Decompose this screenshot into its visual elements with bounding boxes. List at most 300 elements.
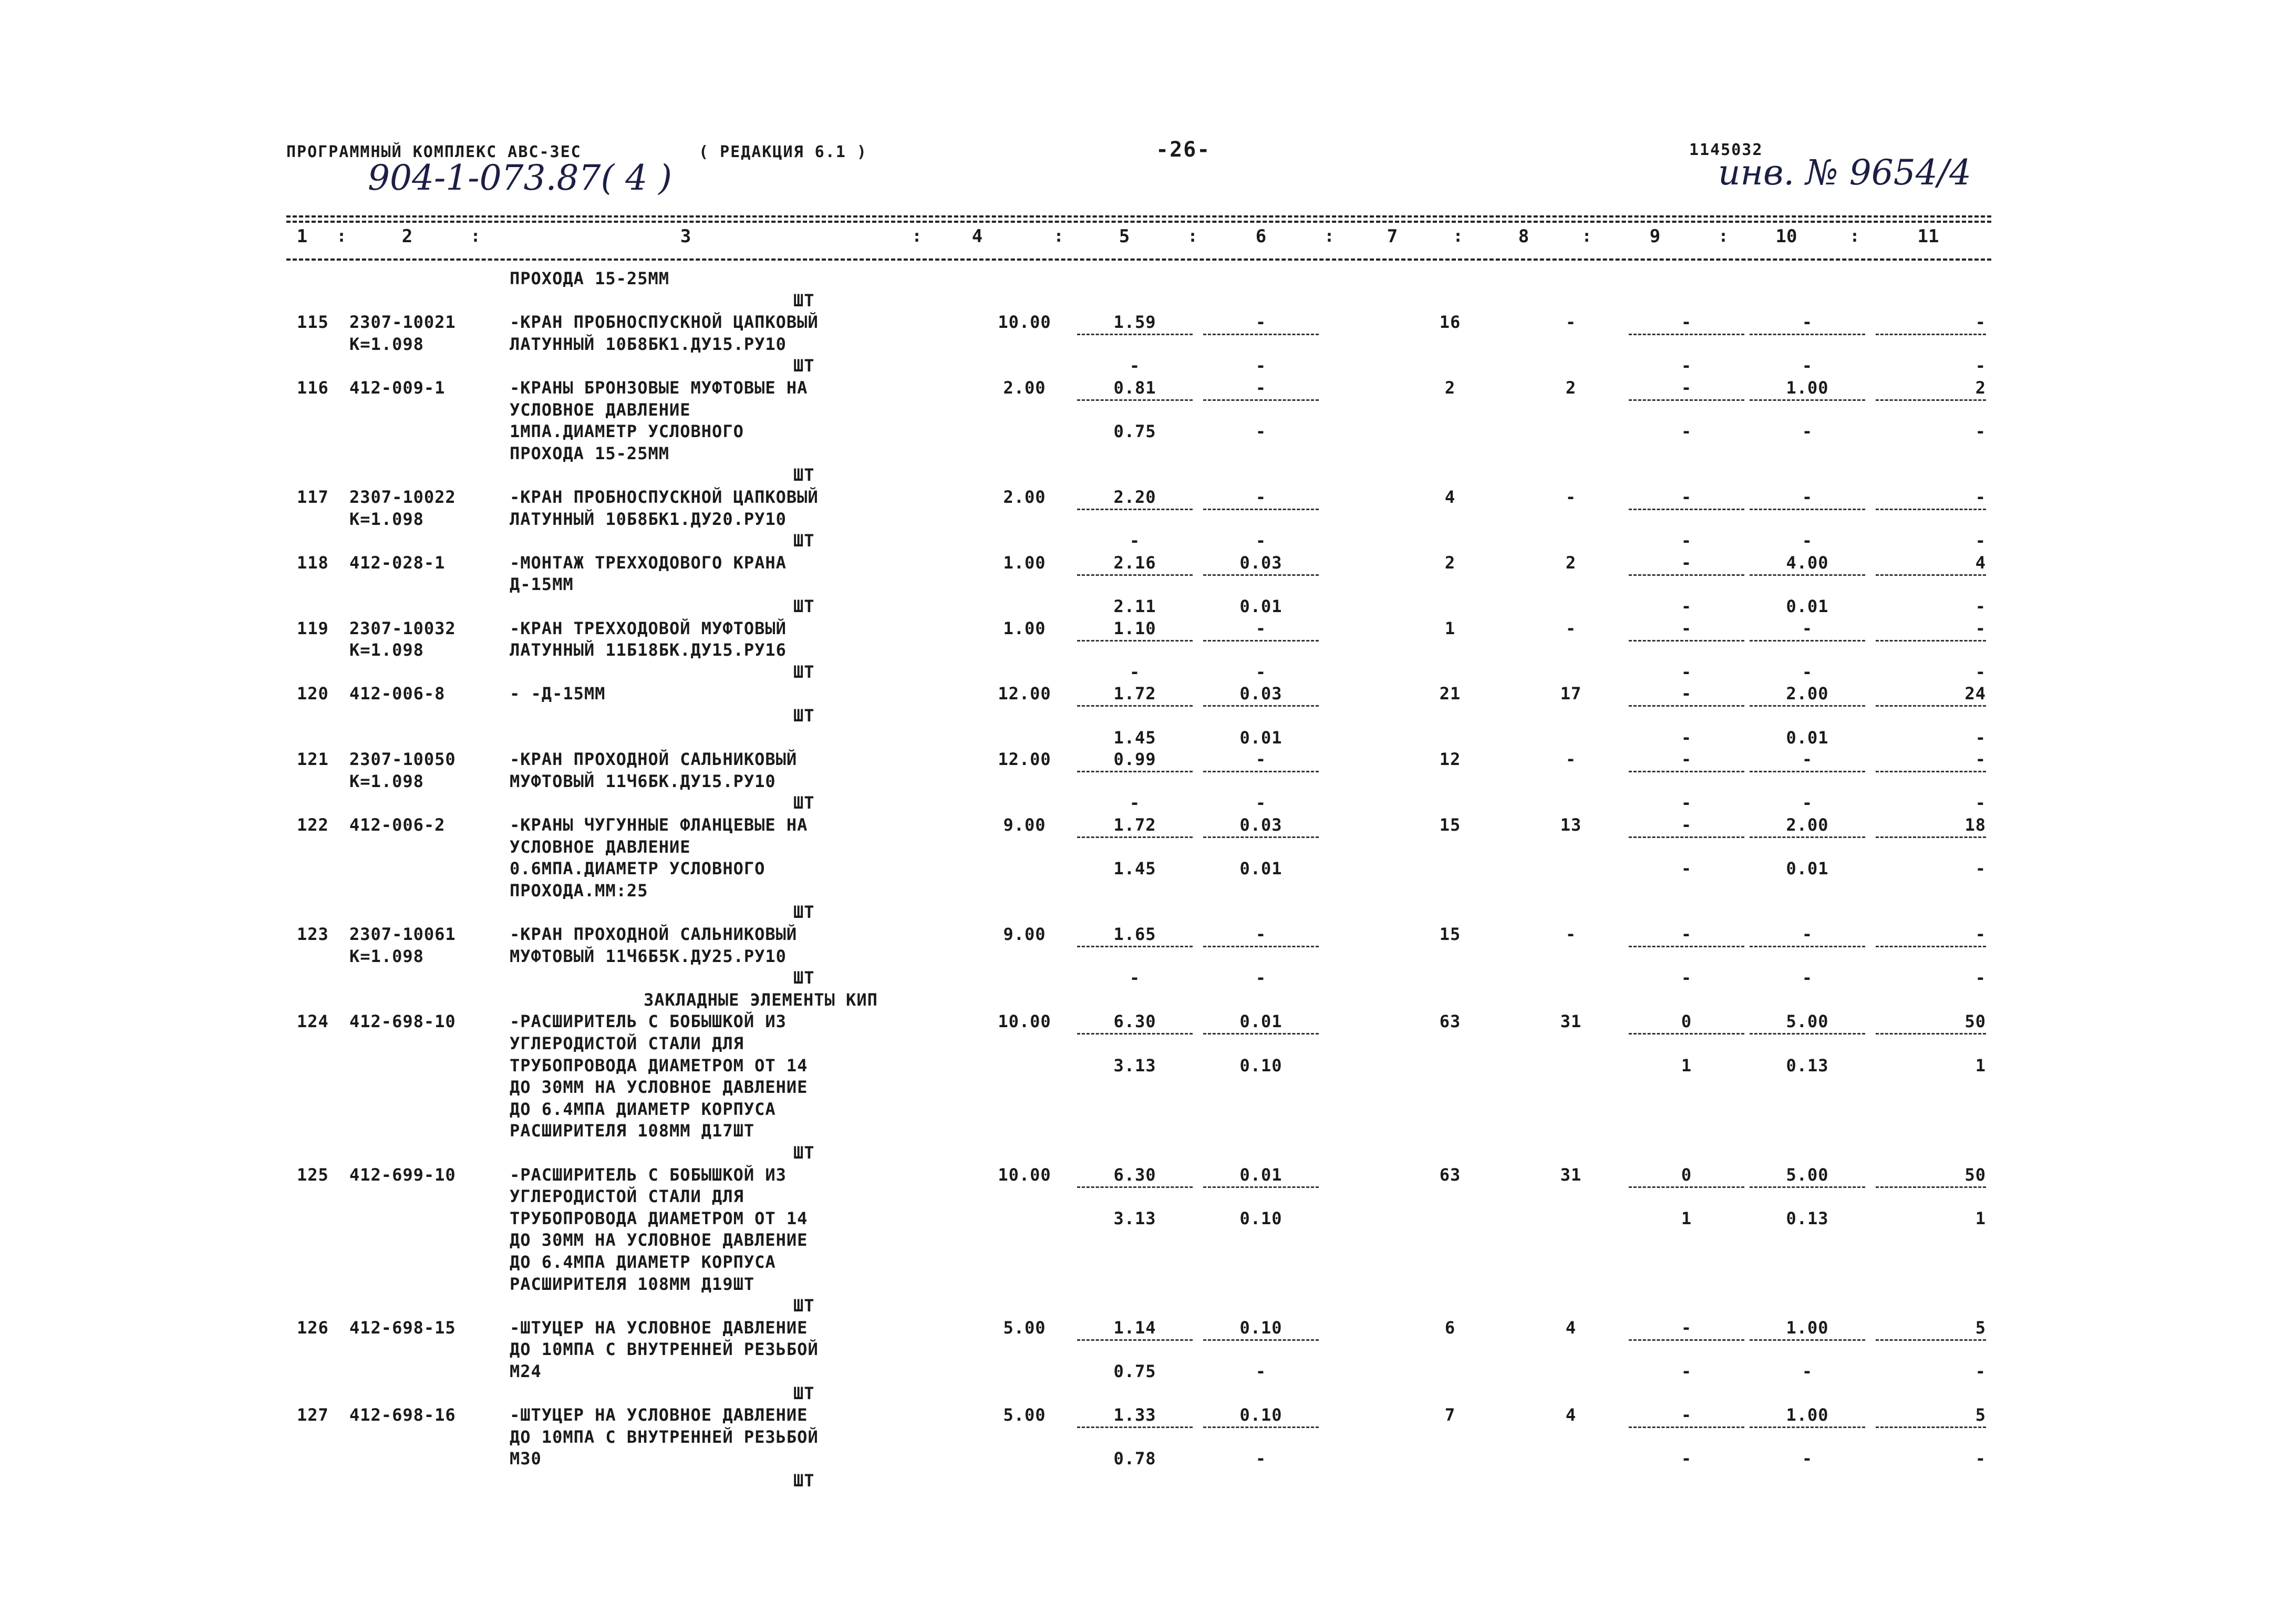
row-number: 115 xyxy=(297,312,329,333)
col-11-value: 50 xyxy=(1964,1011,1986,1032)
col-11-value: - xyxy=(1975,531,1986,551)
col-10-value: - xyxy=(1802,487,1813,507)
table-row xyxy=(0,925,2296,944)
table-row xyxy=(0,466,2296,484)
row-number: 122 xyxy=(297,815,329,835)
table-row xyxy=(0,1340,2296,1359)
item-name: ШТ xyxy=(793,356,815,376)
item-name: ШТ xyxy=(793,968,815,988)
col-7-value: 16 xyxy=(1439,312,1461,333)
item-name: ШТ xyxy=(793,706,815,726)
col-6-value: 0.10 xyxy=(1239,1317,1283,1338)
col-6-value: - xyxy=(1255,378,1267,398)
col-8-value: 2 xyxy=(1565,378,1577,398)
table-row xyxy=(0,291,2296,310)
col-5-value: 0.81 xyxy=(1113,378,1156,398)
table-row xyxy=(0,990,2296,1009)
resource-code: 2307-10050 xyxy=(349,749,456,770)
header-page-number: -26- xyxy=(1156,138,1211,162)
table-row xyxy=(0,1384,2296,1403)
table-row xyxy=(0,444,2296,463)
col-7-value: 21 xyxy=(1439,684,1461,704)
col-9-value: - xyxy=(1681,531,1692,551)
resource-code: 412-699-10 xyxy=(349,1164,456,1185)
column-number-6: 6 xyxy=(1255,226,1267,247)
column-number-5: 5 xyxy=(1119,226,1130,247)
table-row xyxy=(0,488,2296,506)
table-row xyxy=(0,400,2296,419)
item-name: ШТ xyxy=(793,661,815,682)
col-5-value: 1.72 xyxy=(1113,684,1156,704)
item-name: УСЛОВНОЕ ДАВЛЕНИЕ xyxy=(510,836,691,857)
col-10-value: 1.00 xyxy=(1786,1317,1829,1338)
item-name: ШТ xyxy=(793,596,815,616)
col-10-value: - xyxy=(1802,618,1813,638)
item-name: ШТ xyxy=(793,465,815,485)
col-10-value: 0.01 xyxy=(1786,859,1829,879)
col-8-value: 31 xyxy=(1560,1011,1582,1032)
quantity: 5.00 xyxy=(1003,1317,1046,1338)
col-10-value: - xyxy=(1802,1449,1813,1469)
col-11-value: - xyxy=(1975,924,1986,944)
table-row xyxy=(0,313,2296,332)
col-6-value: 0.03 xyxy=(1239,815,1283,835)
col-5-value: 3.13 xyxy=(1113,1055,1156,1076)
table-row xyxy=(0,1231,2296,1249)
col-10-value: 1.00 xyxy=(1786,1405,1829,1425)
item-name: 1МПА.ДИАМЕТР УСЛОВНОГО xyxy=(510,421,744,442)
column-number-1: 1 xyxy=(296,226,308,247)
quantity: 1.00 xyxy=(1003,618,1046,638)
col-9-value: - xyxy=(1681,378,1692,398)
table-row xyxy=(0,1253,2296,1271)
quantity: 9.00 xyxy=(1003,815,1046,835)
col-11-value: 5 xyxy=(1975,1317,1986,1338)
col-9-value: - xyxy=(1681,924,1692,944)
col-11-value: - xyxy=(1975,618,1986,638)
row-number: 119 xyxy=(297,618,329,638)
col-6-value: - xyxy=(1255,487,1267,507)
col-10-value: - xyxy=(1802,661,1813,682)
col-5-value: 0.99 xyxy=(1113,749,1156,770)
col-6-value: - xyxy=(1255,618,1267,638)
column-number-9: 9 xyxy=(1649,226,1661,247)
item-name: ШТ xyxy=(793,1383,815,1403)
col-10-value: 5.00 xyxy=(1786,1164,1829,1185)
item-name: -КРАНЫ ЧУГУННЫЕ ФЛАНЦЕВЫЕ НА xyxy=(510,815,808,835)
row-number: 126 xyxy=(297,1317,329,1338)
col-8-value: - xyxy=(1565,749,1577,770)
col-9-value: - xyxy=(1681,356,1692,376)
col-7-value: 63 xyxy=(1439,1164,1461,1185)
col-11-value: - xyxy=(1975,793,1986,813)
header-edition: ( РЕДАКЦИЯ 6.1 ) xyxy=(699,143,867,161)
item-name: ЛАТУННЫЙ 11Б18БК.ДУ15.РУ16 xyxy=(510,640,787,660)
col-9-value: - xyxy=(1681,552,1692,573)
col-9-value: - xyxy=(1681,793,1692,813)
row-number: 121 xyxy=(297,749,329,770)
col-6-value: - xyxy=(1255,1361,1267,1381)
col-6-value: 0.10 xyxy=(1239,1208,1283,1228)
col-9-value: - xyxy=(1681,618,1692,638)
table-row xyxy=(0,531,2296,550)
resource-code: 2307-10021 xyxy=(349,312,456,333)
col-9-value: - xyxy=(1681,1317,1692,1338)
col-8-value: - xyxy=(1565,924,1577,944)
item-name: ДО 6.4МПА ДИАМЕТР КОРПУСА xyxy=(510,1252,776,1272)
item-name: ДО 6.4МПА ДИАМЕТР КОРПУСА xyxy=(510,1099,776,1119)
col-11-value: - xyxy=(1975,596,1986,616)
col-7-value: 4 xyxy=(1444,487,1456,507)
col-9-value: - xyxy=(1681,684,1692,704)
column-separator: : xyxy=(1453,226,1463,246)
col-11-value: - xyxy=(1975,356,1986,376)
item-name: -КРАН ПРОХОДНОЙ САЛЬНИКОВЫЙ xyxy=(510,924,798,944)
table-row xyxy=(0,1318,2296,1337)
item-name: -РАСШИРИТЕЛЬ С БОБЫШКОЙ ИЗ xyxy=(510,1011,787,1032)
header-rule-top xyxy=(286,215,1991,218)
resource-code: 412-006-2 xyxy=(349,815,446,835)
item-name: - -Д-15ММ xyxy=(510,684,606,704)
col-8-value: - xyxy=(1565,618,1577,638)
column-number-4: 4 xyxy=(971,226,983,247)
quantity: 2.00 xyxy=(1003,487,1046,507)
col-8-value: 31 xyxy=(1560,1164,1582,1185)
quantity: 10.00 xyxy=(998,312,1051,333)
table-row xyxy=(0,837,2296,856)
item-name: ТРУБОПРОВОДА ДИАМЕТРОМ ОТ 14 xyxy=(510,1208,808,1228)
table-row xyxy=(0,597,2296,616)
resource-code: К=1.098 xyxy=(349,509,424,529)
table-row xyxy=(0,947,2296,966)
col-5-value: - xyxy=(1129,356,1141,376)
resource-code: 412-028-1 xyxy=(349,552,446,573)
item-name: -КРАН ТРЕХХОДОВОЙ МУФТОВЫЙ xyxy=(510,618,787,638)
col-10-value: - xyxy=(1802,749,1813,770)
col-6-value: 0.10 xyxy=(1239,1405,1283,1425)
table-row xyxy=(0,335,2296,354)
column-separator: : xyxy=(1053,226,1064,246)
col-6-value: 0.01 xyxy=(1239,596,1283,616)
col-5-value: 0.75 xyxy=(1113,1361,1156,1381)
col-5-value: 1.10 xyxy=(1113,618,1156,638)
col-8-value: - xyxy=(1565,487,1577,507)
item-name: РАСШИРИТЕЛЯ 108ММ Д17ШТ xyxy=(510,1121,755,1141)
col-5-value: 1.65 xyxy=(1113,924,1156,944)
col-6-value: - xyxy=(1255,531,1267,551)
item-name: ДО 30ММ НА УСЛОВНОЕ ДАВЛЕНИЕ xyxy=(510,1230,808,1250)
table-row xyxy=(0,663,2296,681)
item-name: ДО 10МПА С ВНУТРЕННЕЙ РЕЗЬБОЙ xyxy=(510,1339,819,1360)
col-10-value: 0.01 xyxy=(1786,596,1829,616)
header-rule-bottom xyxy=(286,259,1991,261)
table-row xyxy=(0,1143,2296,1162)
col-9-value: 0 xyxy=(1681,1164,1692,1185)
resource-code: 412-698-16 xyxy=(349,1405,456,1425)
col-7-value: 1 xyxy=(1444,618,1456,638)
col-10-value: 2.00 xyxy=(1786,684,1829,704)
col-9-value: 1 xyxy=(1681,1055,1692,1076)
table-row xyxy=(0,1428,2296,1446)
table-row xyxy=(0,1449,2296,1468)
col-5-value: 0.75 xyxy=(1113,421,1156,442)
col-9-value: - xyxy=(1681,421,1692,442)
col-10-value: 1.00 xyxy=(1786,378,1829,398)
col-6-value: - xyxy=(1255,793,1267,813)
col-5-value: 0.78 xyxy=(1113,1449,1156,1469)
col-10-value: - xyxy=(1802,793,1813,813)
item-name: Д-15ММ xyxy=(510,574,574,595)
col-9-value: - xyxy=(1681,1361,1692,1381)
table-row xyxy=(0,378,2296,397)
col-5-value: - xyxy=(1129,968,1141,988)
col-11-value: - xyxy=(1975,312,1986,333)
col-10-value: - xyxy=(1802,421,1813,442)
table-row xyxy=(0,269,2296,288)
col-11-value: 1 xyxy=(1975,1208,1986,1228)
col-11-value: 24 xyxy=(1964,684,1986,704)
col-5-value: - xyxy=(1129,661,1141,682)
col-8-value: 17 xyxy=(1560,684,1582,704)
header-rule-top-2 xyxy=(286,221,1991,223)
row-number: 116 xyxy=(297,378,329,398)
column-separator: : xyxy=(912,226,922,246)
row-number: 127 xyxy=(297,1405,329,1425)
row-number: 125 xyxy=(297,1164,329,1185)
resource-code: 2307-10032 xyxy=(349,618,456,638)
item-name: РАСШИРИТЕЛЯ 108ММ Д19ШТ xyxy=(510,1274,755,1294)
table-row xyxy=(0,1078,2296,1097)
resource-code: 412-698-10 xyxy=(349,1011,456,1032)
col-11-value: - xyxy=(1975,661,1986,682)
col-11-value: 50 xyxy=(1964,1164,1986,1185)
table-row xyxy=(0,510,2296,529)
resource-code: 2307-10061 xyxy=(349,924,456,944)
col-5-value: - xyxy=(1129,531,1141,551)
col-11-value: 5 xyxy=(1975,1405,1986,1425)
column-separator: : xyxy=(1718,226,1729,246)
col-6-value: - xyxy=(1255,661,1267,682)
item-name: -КРАН ПРОХОДНОЙ САЛЬНИКОВЫЙ xyxy=(510,749,798,770)
table-row xyxy=(0,793,2296,812)
column-number-3: 3 xyxy=(680,226,691,247)
table-row xyxy=(0,750,2296,769)
table-row xyxy=(0,881,2296,900)
item-name: -ШТУЦЕР НА УСЛОВНОЕ ДАВЛЕНИЕ xyxy=(510,1317,808,1338)
quantity: 10.00 xyxy=(998,1011,1051,1032)
col-10-value: - xyxy=(1802,312,1813,333)
col-6-value: 0.10 xyxy=(1239,1055,1283,1076)
col-10-value: - xyxy=(1802,1361,1813,1381)
item-name: ДО 30ММ НА УСЛОВНОЕ ДАВЛЕНИЕ xyxy=(510,1077,808,1098)
table-row xyxy=(0,1121,2296,1140)
col-11-value: 4 xyxy=(1975,552,1986,573)
col-6-value: - xyxy=(1255,924,1267,944)
item-name: ПРОХОДА 15-25ММ xyxy=(510,268,669,288)
col-5-value: 1.14 xyxy=(1113,1317,1156,1338)
row-number: 124 xyxy=(297,1011,329,1032)
col-8-value: 2 xyxy=(1565,552,1577,573)
table-row xyxy=(0,1034,2296,1053)
col-6-value: 0.01 xyxy=(1239,727,1283,748)
table-row xyxy=(0,1056,2296,1075)
col-9-value: - xyxy=(1681,487,1692,507)
row-number: 117 xyxy=(297,487,329,507)
col-10-value: 0.13 xyxy=(1786,1055,1829,1076)
item-name: ЛАТУННЫЙ 10Б8БК1.ДУ15.РУ10 xyxy=(510,334,787,354)
col-5-value: 6.30 xyxy=(1113,1011,1156,1032)
col-8-value: 4 xyxy=(1565,1317,1577,1338)
col-9-value: - xyxy=(1681,968,1692,988)
item-name: ШТ xyxy=(793,290,815,311)
column-separator: : xyxy=(1187,226,1198,246)
col-6-value: 0.01 xyxy=(1239,859,1283,879)
col-7-value: 63 xyxy=(1439,1011,1461,1032)
col-9-value: - xyxy=(1681,661,1692,682)
col-10-value: - xyxy=(1802,924,1813,944)
col-9-value: - xyxy=(1681,859,1692,879)
resource-code: К=1.098 xyxy=(349,771,424,791)
item-name: ШТ xyxy=(793,902,815,923)
column-number-8: 8 xyxy=(1518,226,1529,247)
table-row xyxy=(0,1362,2296,1381)
column-separator: : xyxy=(336,226,347,246)
col-6-value: 0.03 xyxy=(1239,684,1283,704)
resource-code: 412-006-8 xyxy=(349,684,446,704)
column-separator: : xyxy=(470,226,481,246)
header-program-line: ПРОГРАММНЫЙ КОМПЛЕКС АВС-3ЕС xyxy=(286,143,582,161)
col-9-value: - xyxy=(1681,1449,1692,1469)
col-7-value: 6 xyxy=(1444,1317,1456,1338)
col-9-value: - xyxy=(1681,596,1692,616)
col-6-value: 0.01 xyxy=(1239,1011,1283,1032)
resource-code: 412-009-1 xyxy=(349,378,446,398)
table-row xyxy=(0,1471,2296,1490)
col-6-value: 0.01 xyxy=(1239,1164,1283,1185)
col-5-value: 1.72 xyxy=(1113,815,1156,835)
col-9-value: - xyxy=(1681,1405,1692,1425)
row-number: 120 xyxy=(297,684,329,704)
item-name: -ШТУЦЕР НА УСЛОВНОЕ ДАВЛЕНИЕ xyxy=(510,1405,808,1425)
col-11-value: 2 xyxy=(1975,378,1986,398)
table-row xyxy=(0,684,2296,703)
table-row xyxy=(0,575,2296,594)
item-name: ПРОХОДА.ММ:25 xyxy=(510,880,648,901)
col-6-value: - xyxy=(1255,1449,1267,1469)
col-10-value: - xyxy=(1802,356,1813,376)
row-number: 123 xyxy=(297,924,329,944)
table-row xyxy=(0,706,2296,725)
col-6-value: - xyxy=(1255,749,1267,770)
quantity: 9.00 xyxy=(1003,924,1046,944)
col-10-value: 0.01 xyxy=(1786,727,1829,748)
col-7-value: 15 xyxy=(1439,924,1461,944)
item-name: ПРОХОДА 15-25ММ xyxy=(510,443,669,463)
col-7-value: 2 xyxy=(1444,552,1456,573)
col-9-value: 1 xyxy=(1681,1208,1692,1228)
col-10-value: 5.00 xyxy=(1786,1011,1829,1032)
table-row xyxy=(0,1187,2296,1206)
item-name: -МОНТАЖ ТРЕХХОДОВОГО КРАНА xyxy=(510,552,787,573)
column-separator: : xyxy=(1581,226,1592,246)
item-name: ЗАКЛАДНЫЕ ЭЛЕМЕНТЫ КИП xyxy=(644,989,878,1010)
col-5-value: 1.33 xyxy=(1113,1405,1156,1425)
resource-code: К=1.098 xyxy=(349,946,424,966)
col-5-value: 2.16 xyxy=(1113,552,1156,573)
table-row xyxy=(0,1100,2296,1119)
col-11-value: - xyxy=(1975,487,1986,507)
col-11-value: - xyxy=(1975,859,1986,879)
table-row xyxy=(0,1405,2296,1424)
col-11-value: - xyxy=(1975,727,1986,748)
col-7-value: 2 xyxy=(1444,378,1456,398)
quantity: 5.00 xyxy=(1003,1405,1046,1425)
col-6-value: - xyxy=(1255,421,1267,442)
col-8-value: 4 xyxy=(1565,1405,1577,1425)
column-number-11: 11 xyxy=(1917,226,1939,247)
resource-code: 2307-10022 xyxy=(349,487,456,507)
quantity: 10.00 xyxy=(998,1164,1051,1185)
col-5-value: 2.11 xyxy=(1113,596,1156,616)
col-9-value: - xyxy=(1681,749,1692,770)
item-name: ШТ xyxy=(793,793,815,813)
table-row xyxy=(0,1275,2296,1294)
table-row xyxy=(0,422,2296,441)
item-name: ШТ xyxy=(793,1296,815,1316)
col-7-value: 12 xyxy=(1439,749,1461,770)
col-10-value: - xyxy=(1802,968,1813,988)
col-5-value: 1.59 xyxy=(1113,312,1156,333)
col-5-value: 2.20 xyxy=(1113,487,1156,507)
col-5-value: 3.13 xyxy=(1113,1208,1156,1228)
row-number: 118 xyxy=(297,552,329,573)
table-row xyxy=(0,903,2296,922)
col-6-value: 0.03 xyxy=(1239,552,1283,573)
item-name: -РАСШИРИТЕЛЬ С БОБЫШКОЙ ИЗ xyxy=(510,1164,787,1185)
resource-code: К=1.098 xyxy=(349,640,424,660)
col-11-value: 18 xyxy=(1964,815,1986,835)
col-10-value: 2.00 xyxy=(1786,815,1829,835)
col-11-value: - xyxy=(1975,1361,1986,1381)
column-number-7: 7 xyxy=(1387,226,1398,247)
table-row xyxy=(0,815,2296,834)
handwritten-project-code: 904-1-073.87( 4 ) xyxy=(368,158,672,198)
table-row xyxy=(0,1296,2296,1315)
item-name: ЛАТУННЫЙ 10Б8БК1.ДУ20.РУ10 xyxy=(510,509,787,529)
col-11-value: - xyxy=(1975,968,1986,988)
item-name: УГЛЕРОДИСТОЙ СТАЛИ ДЛЯ xyxy=(510,1186,744,1207)
item-name: МУФТОВЫЙ 11Ч6БК.ДУ15.РУ10 xyxy=(510,771,776,791)
col-11-value: - xyxy=(1975,1449,1986,1469)
col-5-value: - xyxy=(1129,793,1141,813)
col-11-value: 1 xyxy=(1975,1055,1986,1076)
table-row xyxy=(0,772,2296,791)
col-8-value: - xyxy=(1565,312,1577,333)
item-name: ШТ xyxy=(793,1143,815,1163)
table-row xyxy=(0,728,2296,747)
item-name: ШТ xyxy=(793,1471,815,1491)
col-9-value: - xyxy=(1681,312,1692,333)
table-row xyxy=(0,968,2296,987)
column-separator: : xyxy=(1849,226,1860,246)
column-number-2: 2 xyxy=(401,226,413,247)
col-10-value: 0.13 xyxy=(1786,1208,1829,1228)
table-row xyxy=(0,1165,2296,1184)
table-row xyxy=(0,640,2296,659)
col-9-value: - xyxy=(1681,815,1692,835)
item-name: М24 xyxy=(510,1361,542,1381)
table-row xyxy=(0,1209,2296,1228)
